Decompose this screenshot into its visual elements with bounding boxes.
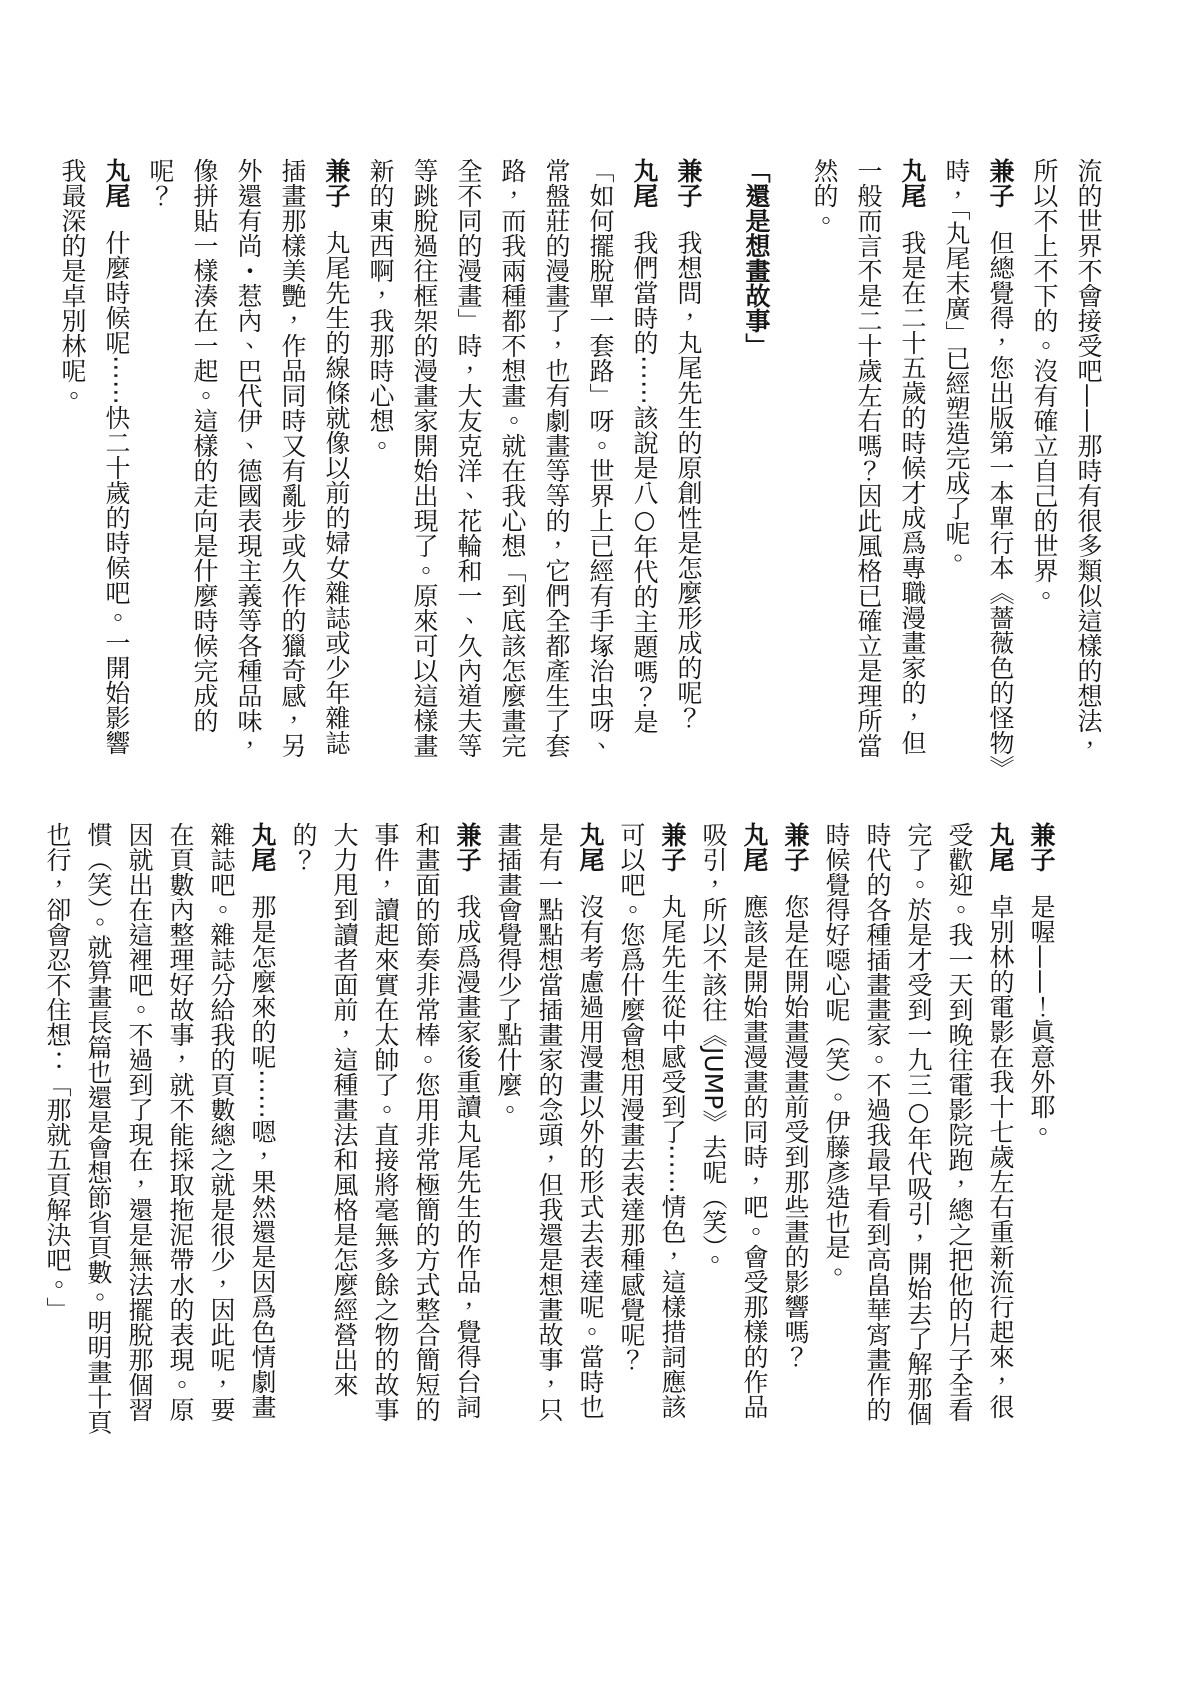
speech-text: 是喔——！眞意外耶。 [1027,894,1056,1144]
dialogue-turn [693,822,775,1440]
dialogue-turn [775,822,816,1440]
speech-text: 那是怎麼來的呢⋯⋯嗯，果然還是因爲色情劇畫雜誌吧。雜誌分給我的頁數總之就是很少，因此呢，要在頁數內整理好故事，就不能採取拖泥帶水的表現。原因就出在這裡吧。不過到了現在，還是無法擺脫那個習慣（笑）。就算畫長篇也還是會想節省頁數。明明畫十頁也行，卻會忍不住想：「那就五頁解決吧。」 [43,822,277,1435]
narration-continuation [1022,158,1110,776]
speaker-name: 丸尾 [248,822,277,872]
speaker-name: 丸尾 [102,158,131,208]
dialogue-turn [283,822,488,1440]
dialogue-turn [934,158,1022,776]
speaker-name: 丸尾 [740,822,769,872]
speech-text: 丸尾先生的線條就像以前的婦女雜誌或少年雜誌插畫那樣美艷，作品同時又有亂步或久作的獵奇感，另外還有尚・惹內、巴代伊、德國表現主義等各種品味，像拼貼一樣湊在一起。這樣的走向是什麼時候完成的呢？ [146,158,351,758]
speech-text: 沒有考慮過用漫畫以外的形式去表達呢。當時也是有一點點想當插畫家的念頭，但我還是想畫故事，只畫插畫會覺得少了點什麼。 [494,822,605,1422]
speaker-name: 兼子 [986,158,1015,208]
speaker-name: 丸尾 [630,158,659,208]
speaker-name: 兼子 [658,822,687,872]
speech-text: 流的世界不會接受吧——那時有很多類似這樣的想法，所以不上不下的。沒有確立自己的世界。 [1030,158,1103,758]
section-heading: 「還是想畫故事」 [742,158,771,358]
dialogue-turn [358,158,666,776]
dialogue-turn [50,158,138,776]
dialogue-turn [1021,822,1062,1440]
dialogue-turn [816,822,1021,1440]
dialogue-turn [138,158,358,776]
speech-text: 應該是開始畫漫畫的同時，吧。會受那樣的作品吸引，所以不該往《JUMP》去呢（笑）。 [699,822,769,1419]
dialogue-turn [666,158,710,776]
dialogue-turn [802,158,934,776]
speaker-name: 兼子 [674,158,703,208]
speech-text: 我成爲漫畫家後重讀丸尾先生的作品，覺得台詞和畫面的節奏非常棒。您用非常極簡的方式整合簡短的事件，讀起來實在太帥了。直接將毫無多餘之物的故事大力甩到讀者面前，這種畫法和風格是怎麼經營出來的？ [289,822,482,1422]
dialogue-turn [37,822,283,1440]
speaker-name: 丸尾 [898,158,927,208]
speaker-name: 兼子 [1027,822,1056,872]
speech-text: 您是在開始畫漫畫前受到那些畫的影響嗎？ [781,894,810,1369]
speech-text: 我想問，丸尾先生的原創性是怎麼形成的呢？ [674,230,703,730]
speech-text: 什麼時候呢⋯⋯快二十歲的時候吧。一開始影響我最深的是卓別林呢。 [58,158,131,755]
interview-text-block-top [50,158,1110,776]
speech-text: 我們當時的⋯⋯該說是八○年代的主題嗎？是「如何擺脫單一套路」呀。世界上已經有手塚治虫呀、常盤莊的漫畫了，也有劇畫等等的，它們全都產生了套路，而我兩種都不想畫。就在我心想「到底該怎麼畫完全不同的漫畫」時，大友克洋、花輪和一、久內道夫等等跳脫過往框架的漫畫家開始出現了。原來可以這樣畫新的東西啊，我那時心想。 [366,158,659,758]
speaker-name: 兼子 [781,822,810,872]
speech-text: 我是在二十五歲的時候才成爲專職漫畫家的，但一般而言不是二十歲左右嗎？因此風格已確立是理所當然的。 [810,158,927,758]
dialogue-turn [488,822,611,1440]
speaker-name: 兼子 [322,158,351,208]
dialogue-turn [611,822,693,1440]
speech-text: 丸尾先生從中感受到了⋯⋯情色，這樣措詞應該可以吧。您爲什麼會想用漫畫去表達那種感覺呢？ [617,822,687,1419]
speaker-name: 丸尾 [576,822,605,872]
speech-text: 卓別林的電影在我十七歲左右重新流行起來，很受歡迎。我一天到晚往電影院跑，總之把他的片子全看完了。於是才受到一九三○年代吸引，開始去了解那個時代的各種插畫畫家。不過我最早看到高畠華宵畫作的時候覺得好噁心呢（笑）。伊藤彥造也是。 [822,822,1015,1426]
speech-text: 但總覺得，您出版第一本單行本《薔薇色的怪物》時，「丸尾末廣」已經塑造完成了呢。 [942,158,1015,768]
speaker-name: 兼子 [453,822,482,872]
interview-text-block-bottom [37,822,1062,1440]
speaker-name: 丸尾 [986,822,1015,872]
